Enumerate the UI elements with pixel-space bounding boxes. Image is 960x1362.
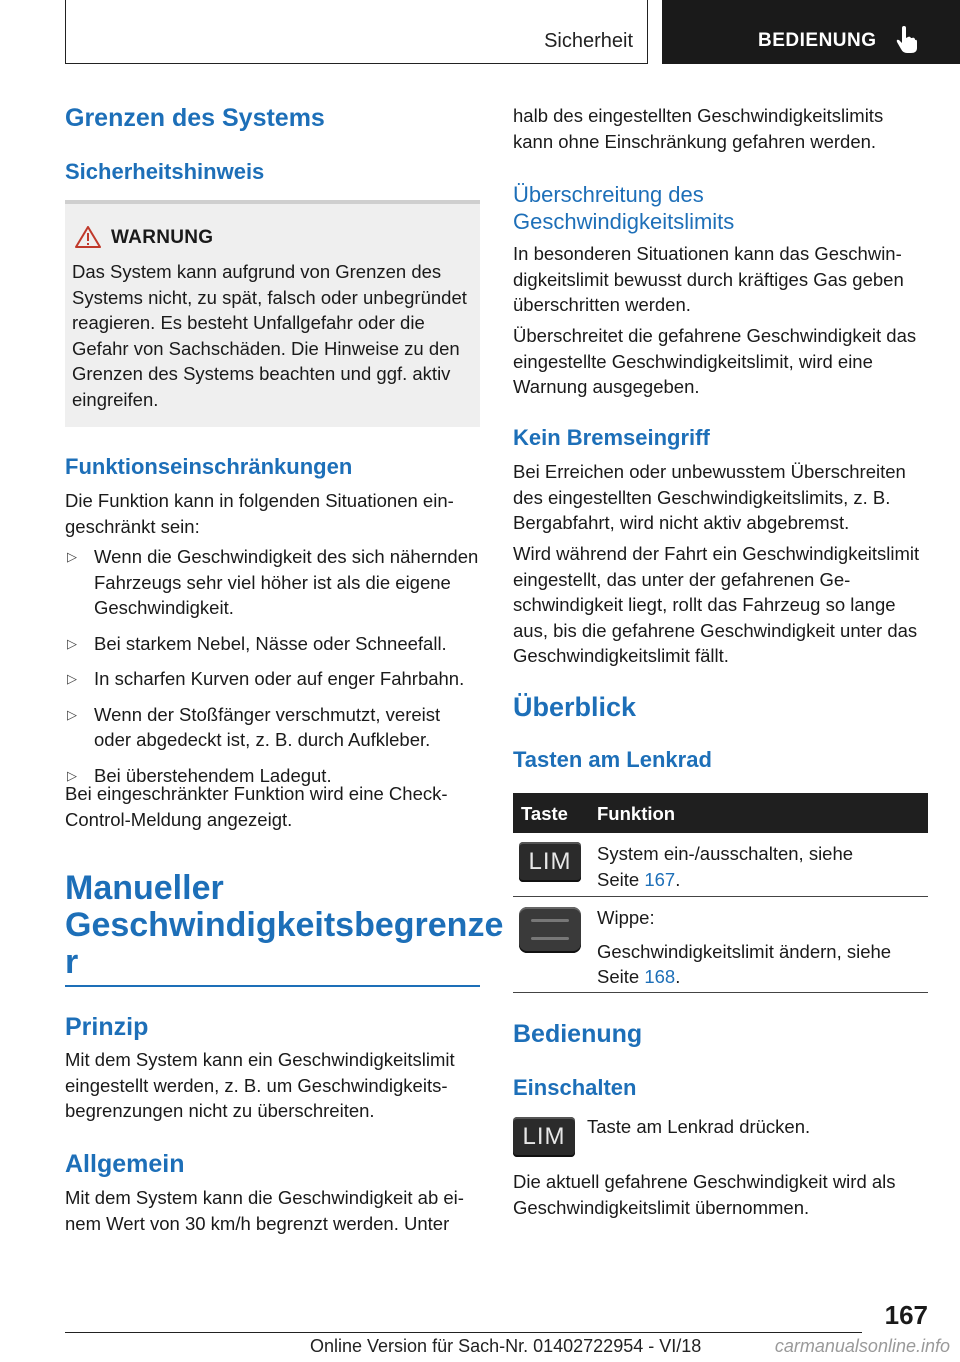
table-row <box>513 833 928 897</box>
heading-tasten-am-lenkrad: Tasten am Lenkrad <box>513 747 712 772</box>
einschalten-text: Taste am Lenkrad drücken. <box>587 1116 811 1137</box>
header-chapter-title: BEDIENUNG <box>758 30 877 51</box>
page-link-167[interactable]: 167 <box>644 868 676 890</box>
heading-funktionseinschraenkungen: Funktionseinschränkungen <box>65 454 353 479</box>
heading-kein-bremseingriff: Kein Bremseingriff <box>513 425 710 450</box>
brems-paragraph-2: Wird während der Fahrt ein Geschwindigkeitslimit eingestellt, das unter der gefahrenen Geschwindigkeit liegt, rollt das Fahrzeug so lange aus, bis die gefahrene Geschwindigkeit unter das Geschwindigkeitslimit fällt. <box>513 543 920 666</box>
ueber-paragraph-1: In besonderen Situationen kann das Geschwindigkeitslimit bewusst durch kräftiges Gas geben überschritten werden. <box>513 243 904 315</box>
bullet-triangle-icon: ▷ <box>67 706 77 722</box>
funktion-list <box>65 544 480 798</box>
page-link-168[interactable]: 168 <box>644 966 676 987</box>
heading-grenzen: Grenzen des Systems <box>65 104 325 132</box>
heading-ueberblick: Überblick <box>513 692 637 722</box>
list-item: ▷ Bei starkem Nebel, Nässe oder Schneefall. <box>65 631 480 657</box>
warning-box <box>65 200 480 427</box>
heading-allgemein: Allgemein <box>65 1150 185 1178</box>
warning-text: Das System kann aufgrund von Grenzen des Systems nicht, zu spät, falsch oder unbegründet reagieren. Es besteht Unfallgefahr oder die Gefahr von Sachschäden. Die Hinweise zu den Grenzen des Systems beachten und ggf. aktiv eingreifen. <box>72 261 467 410</box>
warning-title: WARNUNG <box>111 227 214 248</box>
header-section-box <box>65 0 648 64</box>
list-item: ▷ In scharfen Kurven oder auf enger Fahrbahn. <box>65 666 480 692</box>
table-row <box>513 897 928 993</box>
bullet-triangle-icon: ▷ <box>67 671 77 686</box>
buttons-table <box>513 793 928 993</box>
footer-text: Online Version für Sach-Nr. 01402722954 - VI/18 <box>310 1336 702 1356</box>
list-item: ▷ Wenn der Stoßfänger verschmutzt, vereist oder abgedeckt ist, z. B. durch Aufkleber. <box>67 703 441 750</box>
heading-sicherheitshinweis: Sicherheitshinweis <box>65 159 265 184</box>
bullet-triangle-icon: ▷ <box>67 635 77 651</box>
lim-button-icon: LIM <box>513 1117 575 1157</box>
footer-rule <box>65 1332 862 1333</box>
table-header-funktion: Funktion <box>597 803 676 824</box>
einschalten-paragraph: Die aktuell gefahrene Geschwindigkeit wird als Geschwindigkeitslimit übernommen. <box>513 1171 896 1218</box>
prinzip-text: Mit dem System kann ein Geschwindigkeitslimit eingestellt werden, z. B. um Geschwindigkeitsbegrenzungen nicht zu überschreiten. <box>65 1049 455 1121</box>
page-number: 167 <box>884 1300 928 1330</box>
funktion-outro: Bei eingeschränkter Funktion wird eine Check-Control-Meldung angezeigt. <box>65 783 448 830</box>
watermark: carmanualsonline.info <box>774 1336 950 1356</box>
heading-bedienung: Bedienung <box>513 1020 643 1048</box>
continued-text: halb des eingestellten Geschwindigkeitslimits kann ohne Einschränkung gefahren werden. <box>513 105 884 152</box>
table-cell-function: System ein-/ausschalten, siehe Seite 167. <box>597 843 854 890</box>
list-item: ▷ Wenn die Geschwindigkeit des sich nähernden Fahrzeugs sehr viel höher ist als die eigene Geschwindigkeit. <box>67 546 479 618</box>
rocker-switch-icon <box>519 907 581 953</box>
allgemein-text: Mit dem System kann die Geschwindigkeit ab einem Wert von 30 km/h begrenzt werden. Unter <box>65 1187 464 1234</box>
heading-einschalten: Einschalten <box>513 1075 637 1100</box>
ueber-paragraph-2: Überschreitet die gefahrene Geschwindigkeit das eingestellte Geschwindigkeitslimit, wird eine Warnung ausgegeben. <box>513 325 917 397</box>
bullet-triangle-icon: ▷ <box>67 549 77 564</box>
list-item: ▷ Bei überstehendem Ladegut. <box>65 763 480 789</box>
table-header-taste: Taste <box>521 803 568 824</box>
heading-prinzip: Prinzip <box>65 1013 149 1041</box>
heading-ueberschreitung: Überschreitung des Geschwindigkeitslimits <box>513 182 735 234</box>
bullet-triangle-icon: ▷ <box>67 767 77 783</box>
header-chapter-tab <box>662 0 960 64</box>
table-header <box>513 793 928 833</box>
lim-button-icon: LIM <box>519 842 581 882</box>
chapter-title-rule <box>65 985 480 987</box>
pointing-hand-icon <box>896 26 918 54</box>
header-section-title: Sicherheit <box>544 30 633 52</box>
brems-paragraph-1: Bei Erreichen oder unbewusstem Überschreiten des eingestellten Geschwindigkeitslimits, z. B. Bergabfahrt, wird nicht aktiv abgebremst. <box>513 461 906 533</box>
warning-triangle-icon <box>75 226 101 248</box>
funktion-intro: Die Funktion kann in folgenden Situationen eingeschränkt sein: <box>65 490 454 537</box>
table-cell-function: Wippe: Geschwindigkeitslimit ändern, siehe Seite 168. <box>597 907 892 987</box>
chapter-title: Manueller Geschwindigkeitsbegrenze r <box>65 869 504 981</box>
